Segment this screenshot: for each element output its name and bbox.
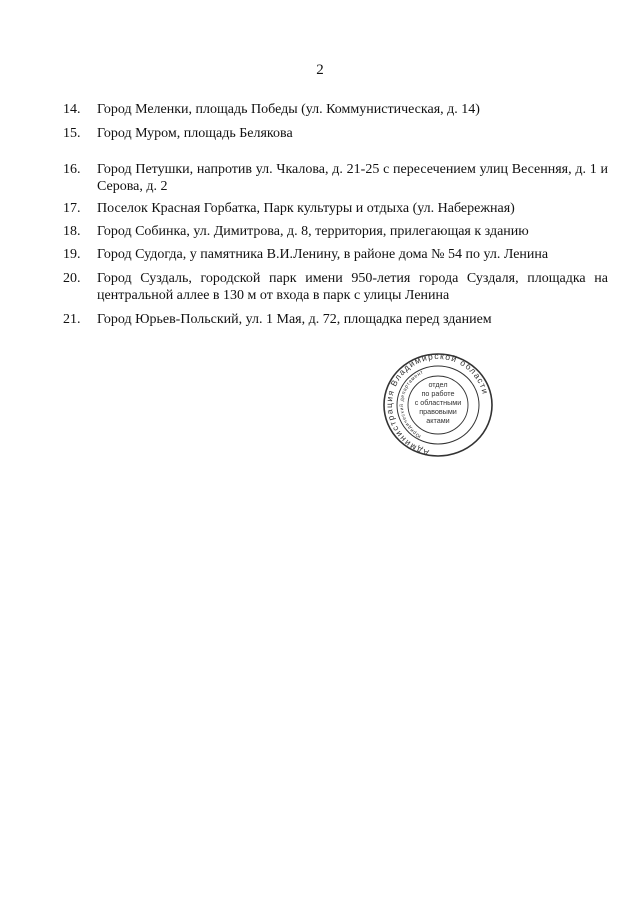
list-item xyxy=(63,161,608,195)
item-text: Город Меленки, площадь Победы (ул. Коммунистическая, д. 14) xyxy=(97,102,480,117)
item-text: Город Судогда, у памятника В.И.Ленину, в районе дома № 54 по ул. Ленина xyxy=(97,247,549,262)
page-number: 2 xyxy=(316,62,324,78)
list-item xyxy=(63,101,608,118)
official-stamp xyxy=(378,350,498,460)
item-text: Поселок Красная Горбатка, Парк культуры и отдыха (ул. Набережная) xyxy=(97,201,515,216)
item-number: 16. xyxy=(63,162,81,177)
item-number: 14. xyxy=(63,102,81,117)
stamp-center-line: с областными xyxy=(414,398,462,407)
item-number: 19. xyxy=(63,247,81,262)
list-item xyxy=(63,200,608,217)
item-number: 15. xyxy=(63,126,81,141)
list-item xyxy=(63,223,608,240)
list-item xyxy=(63,246,608,263)
stamp-outer-text: Администрация Владимирской области xyxy=(384,350,491,459)
stamp-center-line: актами xyxy=(426,416,450,425)
item-text: Город Муром, площадь Белякова xyxy=(97,126,293,141)
item-number: 21. xyxy=(63,312,81,327)
list-item xyxy=(63,125,608,142)
stamp-center-line: правовыми xyxy=(419,407,457,416)
stamp-center-line: по работе xyxy=(421,389,455,398)
list-item xyxy=(63,311,608,328)
list-item xyxy=(63,270,608,304)
item-number: 20. xyxy=(63,271,81,286)
item-text: Город Собинка, ул. Димитрова, д. 8, территория, прилегающая к зданию xyxy=(97,224,529,239)
stamp-center-line: отдел xyxy=(428,380,448,389)
item-number: 17. xyxy=(63,201,81,216)
item-text: Город Петушки, напротив ул. Чкалова, д. 21-25 с пересечением улиц Весенняя, д. 1 и Серова, д. 2 xyxy=(97,162,608,194)
item-text: Город Суздаль, городской парк имени 950-летия города Суздаля, площадка на центральной аллее в 130 м от входа в парк с улицы Ленина xyxy=(97,271,608,303)
item-number: 18. xyxy=(63,224,81,239)
item-text: Город Юрьев-Польский, ул. 1 Мая, д. 72, площадка перед зданием xyxy=(97,312,492,327)
stamp-inner-text: Юридический департамент xyxy=(398,369,425,440)
